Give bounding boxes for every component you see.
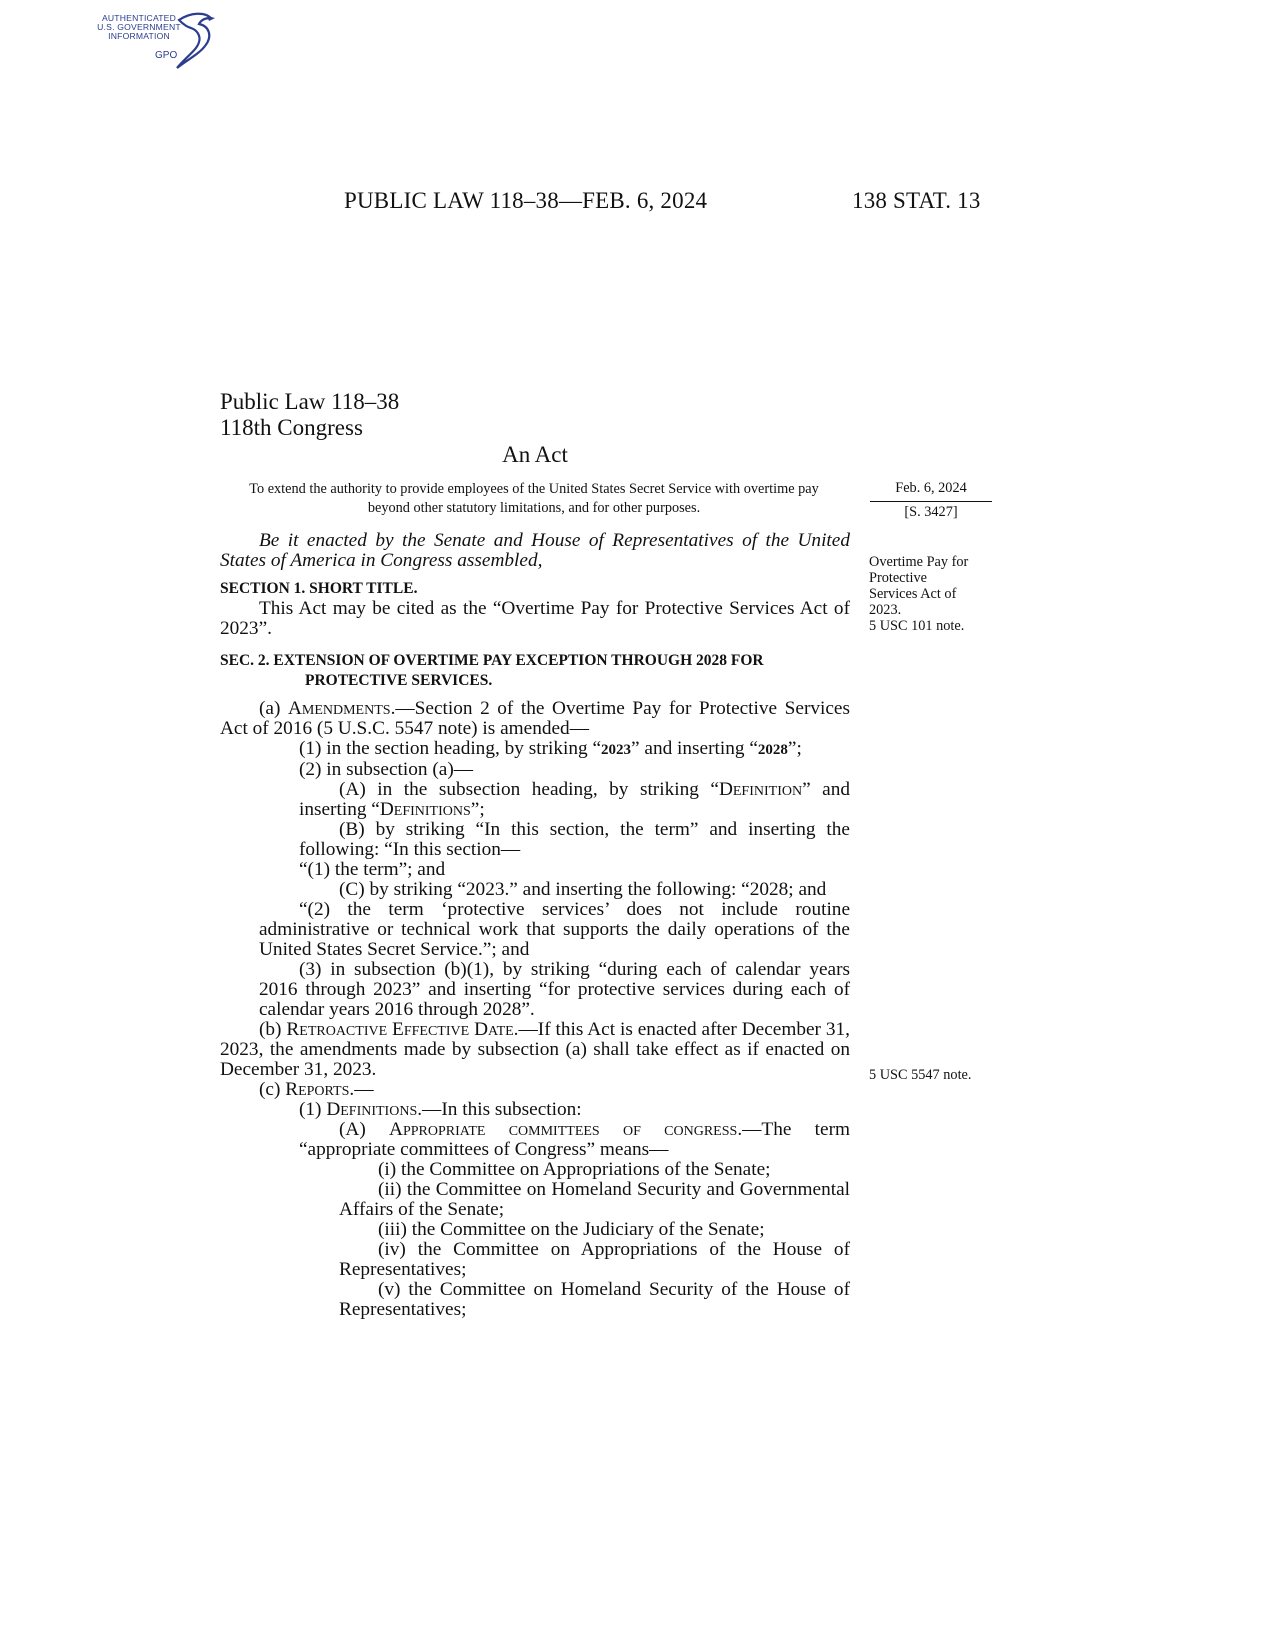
margin-note-line: Overtime Pay for [869,554,969,570]
eagle-icon [169,10,219,72]
margin-rule [870,501,992,502]
subparagraph-cA: (A) Appropriate committees of congress.—The term “appropriate committees of Congress” means— [299,1119,851,1160]
margin-usc-cite: 5 USC 101 note. [869,618,965,634]
subparagraph-aC: (C) by striking “2023.” and inserting the following: “2028; and [339,879,827,900]
paragraph-a3: (3) in subsection (b)(1), by striking “during each of calendar years 2016 through 2023” and inserting “for protective services during each of calendar years 2016 through 2028”. [259,959,850,1020]
paragraph-a1: (1) in the section heading, by striking “2023” and inserting “2028”; [299,738,802,759]
seal-line-2: U.S. GOVERNMENT [97,22,181,32]
section-1-heading: SECTION 1. SHORT TITLE. [220,580,418,597]
subsection-caption: Amendments [287,698,391,719]
act-heading: An Act [502,442,568,467]
paragraph-c1: (1) Definitions.—In this subsection: [299,1099,582,1120]
margin-bill-number: [S. 3427] [904,504,958,520]
subsection-b: (b) Retroactive Effective Date.—If this Act is enacted after December 31, 2023, the amendments made by subsection (a) shall take effect as if enacted on December 31, 2023. [220,1019,850,1080]
clause-v: (v) the Committee on Homeland Security of the House of Representatives; [339,1279,850,1320]
margin-note-line: Services Act of [869,586,957,602]
clause-iii: (iii) the Committee on the Judiciary of the Senate; [378,1219,765,1240]
clause-ii: (ii) the Committee on Homeland Security and Governmental Affairs of the Senate; [339,1179,850,1220]
public-law-number: Public Law 118–38 [220,389,400,414]
margin-short-title-note [869,554,999,634]
seal-line-1: AUTHENTICATED [101,13,177,23]
subsection-c: (c) Reports.— [259,1079,374,1100]
seal-gpo-mark: GPO [155,50,178,61]
margin-note-line: 2023. [869,602,902,618]
quoted-text-2: “(2) the term ‘protective services’ does not include routine administrative or technical work that supports the daily operations of the United States Secret Service.”; and [259,899,850,960]
clause-i: (i) the Committee on Appropriations of the Senate; [378,1159,771,1180]
law-body [220,531,850,1320]
margin-date: Feb. 6, 2024 [895,480,967,496]
section-1-text: This Act may be cited as the “Overtime Pay for Protective Services Act of 2023”. [220,598,850,639]
seal-line-3: INFORMATION [108,31,170,41]
congress-number: 118th Congress [220,415,363,440]
quoted-text-1: “(1) the term”; and [299,859,446,880]
section-2-heading: SEC. 2. EXTENSION OF OVERTIME PAY EXCEPTION THROUGH 2028 FOR PROTECTIVE SERVICES. [220,652,764,689]
statute-page-number: 138 STAT. 13 [852,188,981,213]
gpo-seal [93,10,233,74]
subparagraph-aB: (B) by striking “In this section, the term” and inserting the following: “In this section— [299,819,850,860]
margin-usc-cite-2: 5 USC 5547 note. [869,1067,972,1083]
running-header-title: PUBLIC LAW 118–38—FEB. 6, 2024 [344,188,708,213]
paragraph-a2: (2) in subsection (a)— [299,759,474,780]
act-purpose: To extend the authority to provide employees of the United States Secret Service with overtime pay beyond other statutory limitations, and for other purposes. [249,481,819,516]
enacting-clause: Be it enacted by the Senate and House of Representatives of the United States of America in Congress assembled, [220,530,850,571]
subparagraph-aA: (A) in the subsection heading, by striking “Definition” and inserting “Definitions”; [299,779,851,820]
subsection-a: (a) Amendments.—Section 2 of the Overtime Pay for Protective Services Act of 2016 (5 U.S.C. 5547 note) is amended— [220,698,850,739]
margin-note-line: Protective [869,570,927,586]
clause-iv: (iv) the Committee on Appropriations of the House of Representatives; [339,1239,850,1280]
